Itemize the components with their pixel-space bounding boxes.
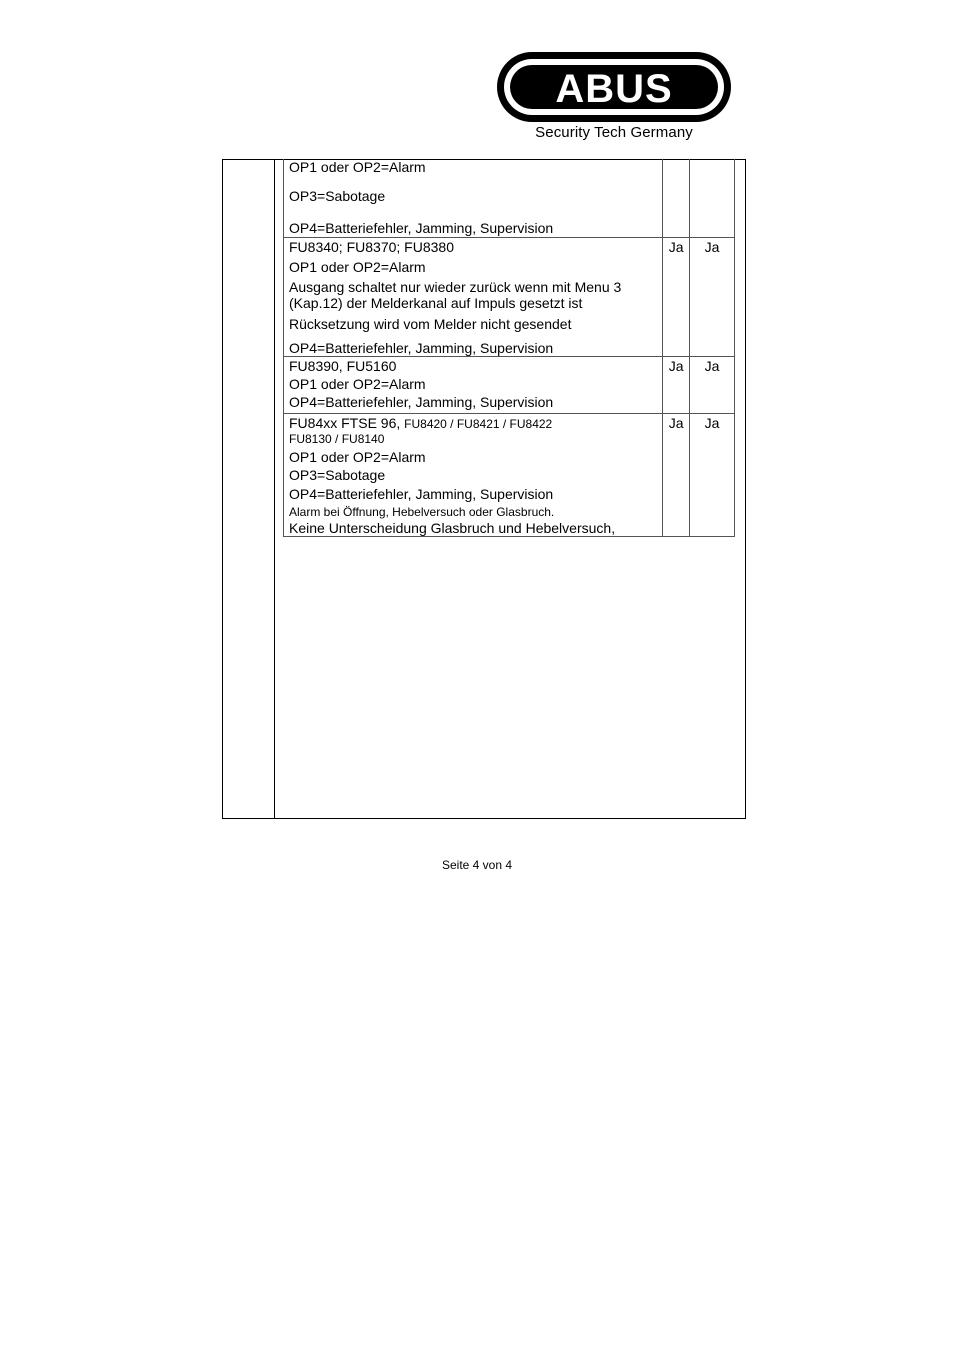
desc-cell xyxy=(284,357,663,414)
table-row xyxy=(284,159,735,238)
row-title-small-2: FU8130 / FU8140 xyxy=(289,432,385,446)
col2-cell: Ja xyxy=(663,238,690,357)
col3-cell: Ja xyxy=(690,238,735,357)
column-divider xyxy=(274,160,275,818)
col2-cell: Ja xyxy=(663,357,690,414)
table-row xyxy=(284,357,735,414)
row-line: (Kap.12) der Melderkanal auf Impuls gesetzt ist xyxy=(289,295,583,311)
row-line: OP1 oder OP2=Alarm xyxy=(289,159,426,175)
row-line: OP1 oder OP2=Alarm xyxy=(289,449,426,465)
col3-cell: Ja xyxy=(690,357,735,414)
row-note: Keine Unterscheidung Glasbruch und Hebelversuch, xyxy=(289,520,616,536)
row-line: Ausgang schaltet nur wieder zurück wenn mit Menu 3 xyxy=(289,279,622,295)
page-number: Seite 4 von 4 xyxy=(441,858,513,872)
row-line: OP4=Batteriefehler, Jamming, Supervision xyxy=(289,486,554,502)
row-title xyxy=(289,415,662,432)
row-note-small: Alarm bei Öffnung, Hebelversuch oder Glasbruch. xyxy=(289,505,555,519)
row-line: FU8390, FU5160 xyxy=(289,358,397,374)
table-row xyxy=(284,414,735,537)
row-line: OP3=Sabotage xyxy=(289,188,386,204)
row-line: OP3=Sabotage xyxy=(289,467,386,483)
row-title-main: FU84xx FTSE 96, xyxy=(289,415,405,431)
desc-cell xyxy=(284,414,663,537)
logo-tagline: Security Tech Germany xyxy=(535,124,693,141)
detector-table xyxy=(283,159,735,537)
row-title-small: FU8420 / FU8421 / FU8422 xyxy=(404,417,553,431)
row-line: OP4=Batteriefehler, Jamming, Supervision xyxy=(289,220,554,236)
logo-text: ABUS xyxy=(555,67,673,111)
row-line: FU8340; FU8370; FU8380 xyxy=(289,239,454,255)
desc-cell xyxy=(284,159,663,238)
row-line: OP4=Batteriefehler, Jamming, Supervision xyxy=(289,394,554,410)
col2-cell xyxy=(663,159,690,238)
col2-cell: Ja xyxy=(663,414,690,537)
desc-cell xyxy=(284,238,663,357)
row-line: Rücksetzung wird vom Melder nicht gesendet xyxy=(289,316,572,332)
row-line: OP1 oder OP2=Alarm xyxy=(289,259,426,275)
col3-cell xyxy=(690,159,735,238)
row-line: OP1 oder OP2=Alarm xyxy=(289,376,426,392)
row-line: OP4=Batteriefehler, Jamming, Supervision xyxy=(289,340,554,356)
col3-cell: Ja xyxy=(690,414,735,537)
table-row xyxy=(284,238,735,357)
